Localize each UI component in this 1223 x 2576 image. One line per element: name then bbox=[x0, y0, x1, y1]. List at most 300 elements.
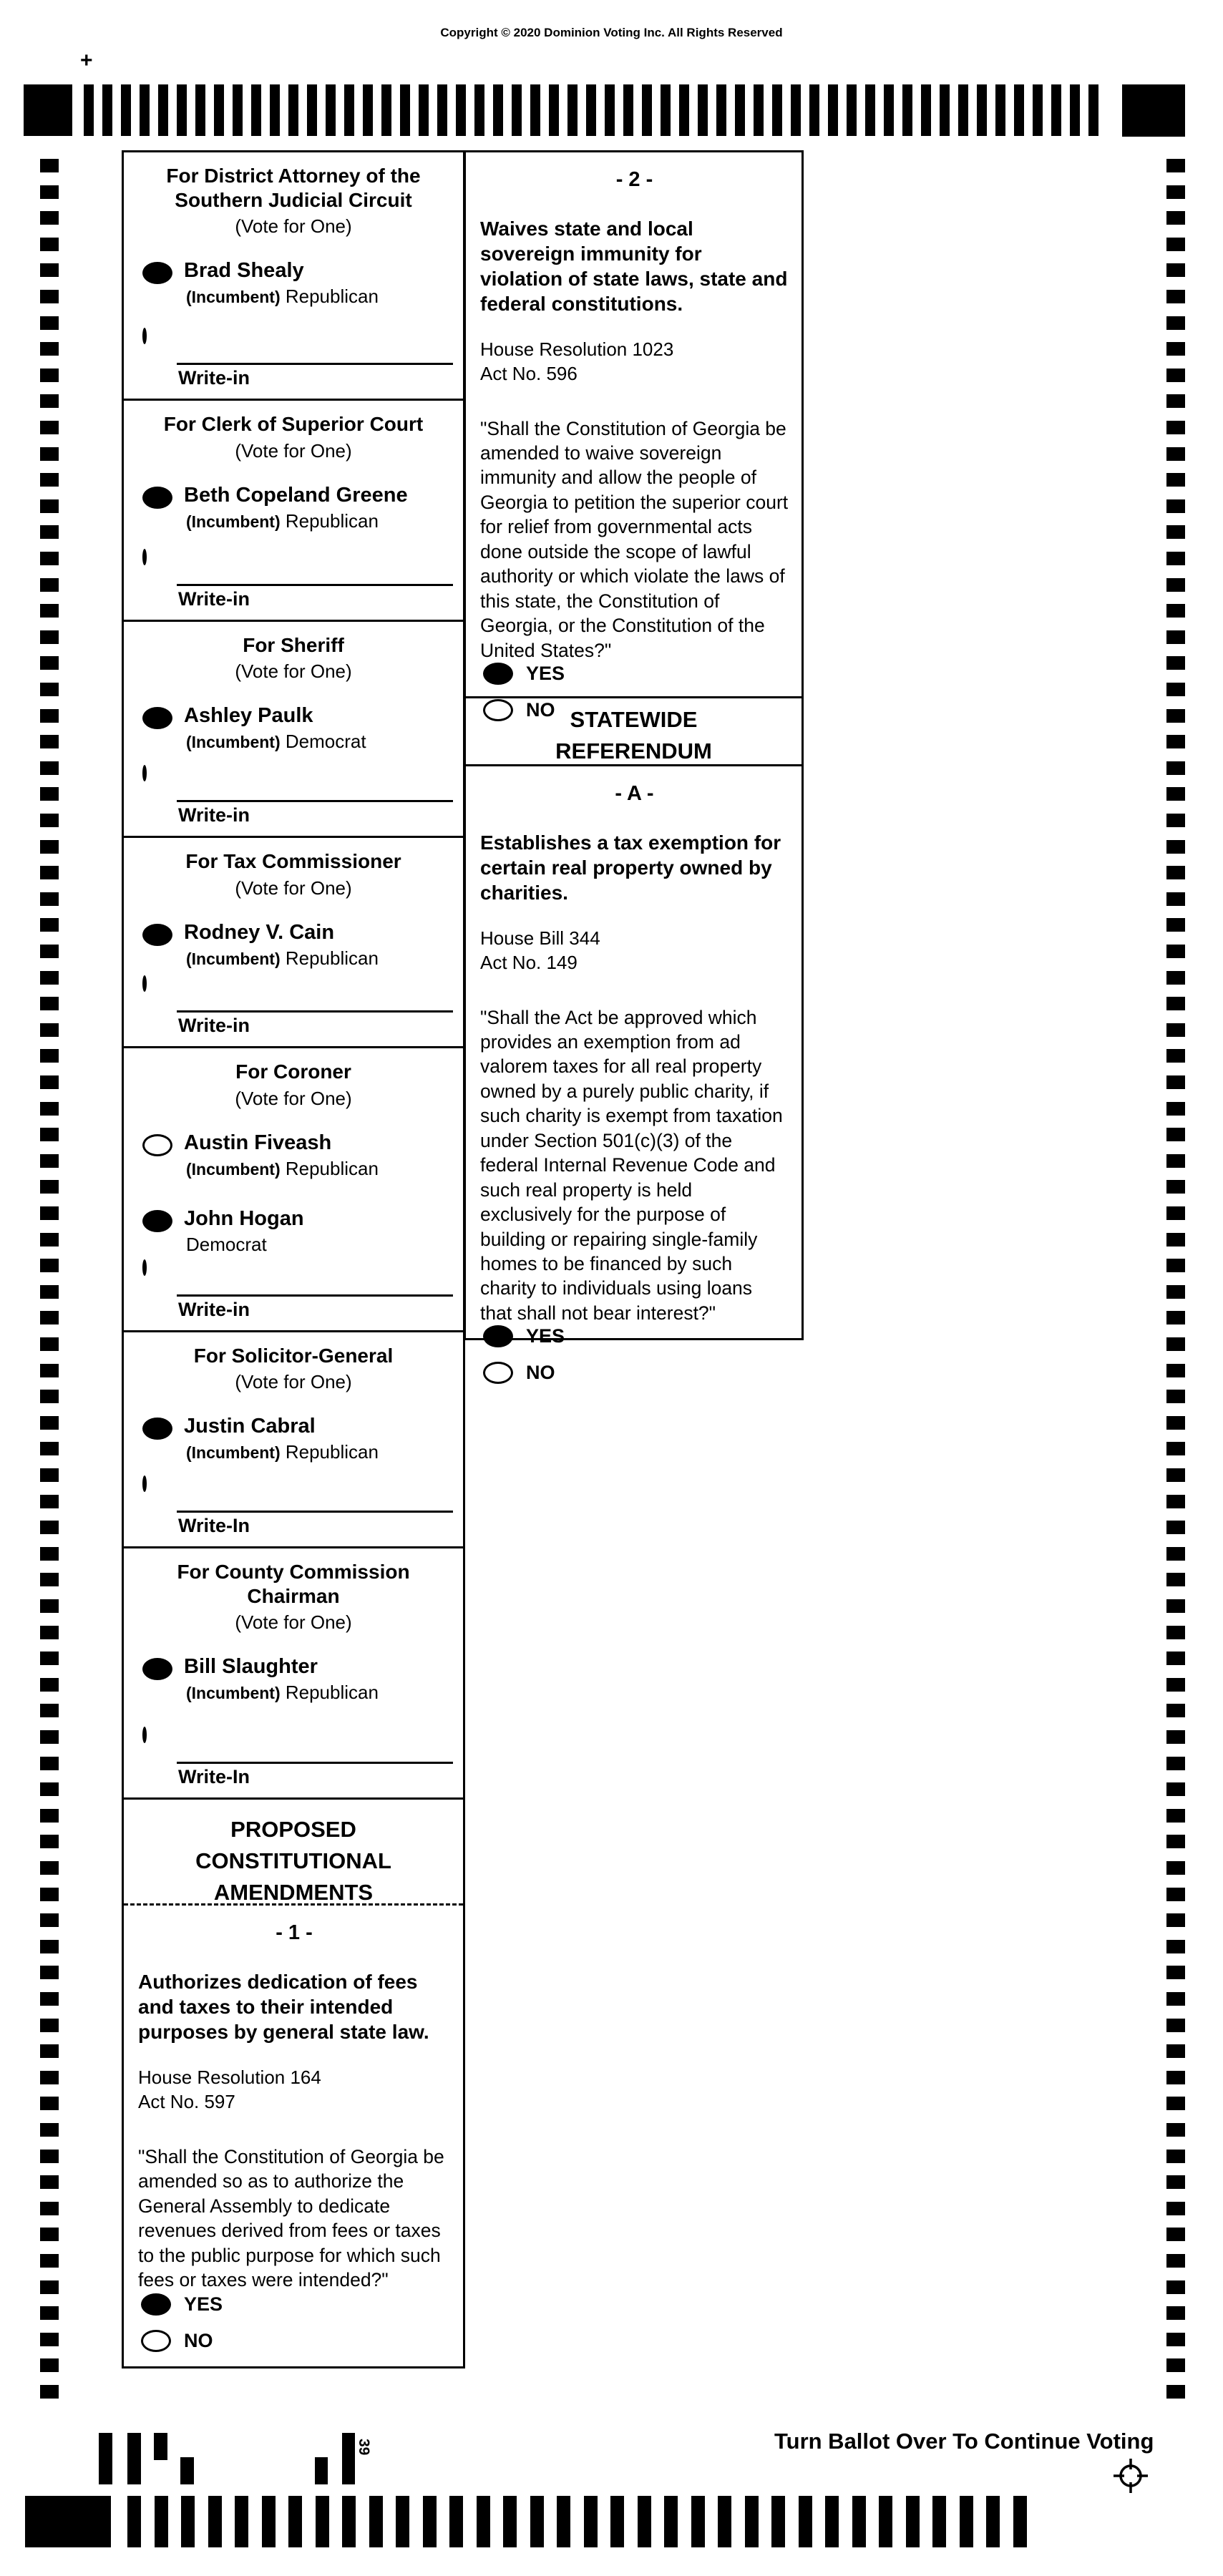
timing-mark bbox=[40, 1678, 59, 1692]
candidate-row bbox=[142, 1655, 452, 1704]
timing-mark bbox=[1166, 2150, 1185, 2163]
yes-label: YES bbox=[526, 662, 565, 684]
timing-mark bbox=[155, 2496, 168, 2547]
timing-mark bbox=[449, 2496, 463, 2547]
contest-sheriff bbox=[124, 622, 463, 838]
vote-bubble[interactable] bbox=[142, 1658, 172, 1680]
timing-mark bbox=[177, 84, 187, 136]
candidate-row bbox=[142, 484, 452, 532]
timing-mark bbox=[40, 1626, 59, 1639]
timing-mark bbox=[1166, 735, 1185, 748]
timing-mark bbox=[1166, 2228, 1185, 2241]
timing-mark bbox=[1166, 1233, 1185, 1246]
timing-mark bbox=[381, 84, 391, 136]
contest-title: For Solicitor-General bbox=[193, 1344, 394, 1367]
timing-mark bbox=[40, 525, 59, 539]
contest-title: For Sheriff bbox=[243, 633, 344, 656]
choice-no-row bbox=[483, 1362, 789, 1384]
contest-tax-commissioner bbox=[124, 838, 463, 1048]
write-in-label: Write-in bbox=[178, 587, 250, 610]
stub-barcode-bar bbox=[127, 2433, 141, 2484]
candidate-row bbox=[142, 259, 452, 308]
write-in-label: Write-in bbox=[178, 804, 250, 826]
timing-mark bbox=[1166, 1835, 1185, 1848]
measure-referendum-a bbox=[466, 766, 801, 1384]
amendments-section-header bbox=[124, 1800, 463, 1906]
candidate-row bbox=[142, 1415, 452, 1463]
timing-mark bbox=[288, 2496, 302, 2547]
timing-mark bbox=[809, 84, 819, 136]
vote-bubble[interactable] bbox=[142, 1210, 172, 1232]
timing-mark bbox=[1166, 1311, 1185, 1324]
timing-mark bbox=[40, 238, 59, 251]
measure-summary: Authorizes dedication of fees and taxes to their intended purposes by general state law. bbox=[138, 1971, 429, 2044]
timing-mark bbox=[40, 1442, 59, 1455]
candidate-party: Democrat bbox=[186, 1234, 267, 1256]
timing-mark bbox=[605, 84, 615, 136]
timing-mark bbox=[825, 2496, 839, 2547]
candidate-party: (Incumbent) Republican bbox=[186, 286, 379, 308]
timing-mark bbox=[307, 84, 317, 136]
timing-mark bbox=[828, 84, 838, 136]
choice-yes-row bbox=[483, 1325, 789, 1347]
candidate-party: (Incumbent) Republican bbox=[186, 947, 379, 969]
registration-plus-mark: + bbox=[80, 49, 93, 72]
write-in-area bbox=[124, 551, 463, 620]
contest-county-commission-chairman bbox=[124, 1548, 463, 1800]
timing-mark bbox=[40, 316, 59, 330]
measure-reference: House Bill 344 Act No. 149 bbox=[480, 927, 600, 973]
timing-mark bbox=[1166, 2202, 1185, 2215]
timing-mark bbox=[40, 552, 59, 565]
timing-mark bbox=[102, 84, 112, 136]
timing-mark bbox=[195, 84, 205, 136]
candidate-party: (Incumbent) Republican bbox=[186, 1441, 379, 1463]
measure-number: - A - bbox=[615, 782, 654, 805]
timing-mark bbox=[40, 1259, 59, 1272]
timing-mark bbox=[1166, 1966, 1185, 1979]
candidate-party: (Incumbent) Republican bbox=[186, 1682, 379, 1704]
vote-bubble[interactable] bbox=[142, 924, 172, 946]
candidate-row bbox=[142, 704, 452, 753]
timing-mark bbox=[1166, 1678, 1185, 1692]
choice-yes-row bbox=[483, 663, 789, 685]
yes-bubble[interactable] bbox=[141, 2293, 171, 2316]
timing-mark bbox=[40, 1730, 59, 1744]
vote-bubble[interactable] bbox=[142, 707, 172, 729]
measure-amendment-2 bbox=[466, 152, 801, 721]
timing-mark bbox=[40, 1495, 59, 1508]
vote-for-instruction: (Vote for One) bbox=[235, 215, 352, 238]
timing-mark bbox=[40, 1966, 59, 1979]
turn-ballot-over-text: Turn Ballot Over To Continue Voting bbox=[774, 2429, 1154, 2454]
timing-mark bbox=[270, 84, 280, 136]
vote-for-instruction: (Vote for One) bbox=[235, 660, 352, 683]
timing-mark bbox=[233, 84, 243, 136]
timing-mark bbox=[1166, 159, 1185, 172]
timing-mark bbox=[530, 84, 540, 136]
timing-mark bbox=[1166, 499, 1185, 513]
timing-mark bbox=[456, 84, 466, 136]
timing-mark bbox=[40, 945, 59, 958]
write-in-bubble[interactable] bbox=[142, 1259, 147, 1276]
timing-mark bbox=[40, 1835, 59, 1848]
candidate-name: Rodney V. Cain bbox=[184, 920, 335, 944]
measure-summary: Establishes a tax exemption for certain real property owned by charities. bbox=[480, 831, 781, 904]
timing-mark bbox=[1166, 1468, 1185, 1482]
timing-mark bbox=[503, 2496, 517, 2547]
timing-mark bbox=[40, 866, 59, 879]
measure-question: "Shall the Constitution of Georgia be amended to waive sovereign immunity and allow the people of Georgia to petition the superior court for relief from governmental acts done outside the scope of lawful authority or which violate the laws of this state, the Constitution of Georgia, or the Constitution of the United States?" bbox=[480, 417, 789, 661]
timing-mark bbox=[1166, 2333, 1185, 2346]
timing-mark bbox=[214, 84, 224, 136]
timing-mark bbox=[40, 840, 59, 854]
timing-mark bbox=[1166, 1023, 1185, 1037]
write-in-line[interactable] bbox=[177, 1511, 453, 1513]
vote-bubble[interactable] bbox=[142, 262, 172, 284]
timing-mark bbox=[586, 84, 596, 136]
stub-number: 39 bbox=[356, 2439, 372, 2456]
timing-mark bbox=[1088, 84, 1098, 136]
timing-mark bbox=[567, 84, 578, 136]
vote-for-instruction: (Vote for One) bbox=[235, 877, 352, 899]
timing-mark bbox=[1166, 1154, 1185, 1168]
timing-mark bbox=[235, 2496, 248, 2547]
candidate-name: Brad Shealy bbox=[184, 259, 304, 283]
timing-mark bbox=[1166, 1285, 1185, 1299]
vote-for-instruction: (Vote for One) bbox=[235, 1611, 352, 1634]
timing-mark bbox=[1166, 1128, 1185, 1141]
timing-mark bbox=[1166, 1599, 1185, 1613]
timing-mark bbox=[1166, 656, 1185, 670]
measure-reference: House Resolution 1023 Act No. 596 bbox=[480, 338, 674, 384]
timing-mark bbox=[921, 84, 931, 136]
timing-mark bbox=[419, 84, 429, 136]
timing-mark bbox=[40, 918, 59, 932]
timing-mark bbox=[512, 84, 522, 136]
timing-mark bbox=[316, 2496, 329, 2547]
timing-mark bbox=[879, 2496, 892, 2547]
write-in-area bbox=[124, 1478, 463, 1546]
timing-mark bbox=[986, 2496, 1000, 2547]
statewide-referendum-header bbox=[466, 698, 801, 766]
timing-mark bbox=[40, 1233, 59, 1246]
write-in-area bbox=[124, 767, 463, 836]
timing-mark bbox=[1166, 971, 1185, 985]
timing-mark bbox=[121, 84, 131, 136]
write-in-area bbox=[124, 330, 463, 399]
write-in-bubble[interactable] bbox=[142, 1727, 147, 1743]
statewide-header-text: STATEWIDE REFERENDUM bbox=[555, 707, 712, 764]
timing-mark bbox=[40, 2150, 59, 2163]
timing-mark bbox=[326, 84, 336, 136]
timing-mark bbox=[1166, 1075, 1185, 1089]
timing-mark bbox=[557, 2496, 570, 2547]
timing-mark bbox=[1166, 2044, 1185, 2058]
timing-mark bbox=[40, 1390, 59, 1403]
timing-mark bbox=[40, 1888, 59, 1901]
timing-mark bbox=[40, 761, 59, 775]
timing-mark bbox=[1166, 2385, 1185, 2399]
timing-mark bbox=[1014, 84, 1024, 136]
timing-mark bbox=[1166, 473, 1185, 487]
timing-mark bbox=[40, 211, 59, 225]
measure-question: "Shall the Act be approved which provides an exemption from ad valorem taxes for all real property owned by a purely public charity, if such charity is exempt from taxation under Section 501(c)(3) of the federal Internal Revenue Code and such real property is held exclusively for the purpose of building or repairing single-family homes to be financed by such charity to individuals using loans that shall not bear interest?" bbox=[480, 1006, 783, 1324]
timing-mark bbox=[477, 2496, 490, 2547]
timing-mark bbox=[40, 1809, 59, 1823]
write-in-area bbox=[124, 977, 463, 1046]
timing-mark bbox=[1166, 2097, 1185, 2110]
timing-mark bbox=[40, 369, 59, 382]
candidate-row bbox=[142, 921, 452, 970]
candidate-name: Austin Fiveash bbox=[184, 1131, 332, 1155]
timing-mark bbox=[716, 84, 726, 136]
timing-mark bbox=[1166, 761, 1185, 775]
timing-mark bbox=[1166, 2175, 1185, 2189]
timing-mark bbox=[1166, 1573, 1185, 1586]
timing-mark bbox=[40, 2254, 59, 2268]
timing-mark bbox=[40, 1573, 59, 1586]
stub-barcode-bar bbox=[154, 2433, 167, 2460]
timing-mark bbox=[1166, 2123, 1185, 2137]
timing-mark bbox=[40, 2097, 59, 2110]
timing-mark bbox=[791, 84, 801, 136]
timing-mark bbox=[40, 1075, 59, 1089]
timing-mark bbox=[884, 84, 894, 136]
timing-mark bbox=[40, 1521, 59, 1534]
measure-reference: House Resolution 164 Act No. 597 bbox=[138, 2067, 321, 2113]
timing-mark bbox=[1166, 2019, 1185, 2032]
write-in-bubble[interactable] bbox=[142, 549, 147, 565]
timing-mark bbox=[288, 84, 298, 136]
timing-block-top-right bbox=[1122, 84, 1185, 137]
timing-mark bbox=[437, 84, 447, 136]
candidate-name: John Hogan bbox=[184, 1207, 304, 1231]
no-bubble[interactable] bbox=[141, 2330, 171, 2352]
timing-mark bbox=[940, 84, 950, 136]
amendments-header-text: PROPOSED CONSTITUTIONAL AMENDMENTS bbox=[195, 1817, 391, 1906]
write-in-bubble[interactable] bbox=[142, 328, 147, 344]
vote-bubble[interactable] bbox=[142, 1134, 172, 1156]
timing-mark bbox=[1166, 840, 1185, 854]
timing-mark bbox=[664, 2496, 678, 2547]
timing-mark bbox=[40, 604, 59, 618]
timing-mark bbox=[1166, 683, 1185, 696]
timing-mark bbox=[363, 84, 373, 136]
contest-title: For Tax Commissioner bbox=[185, 850, 401, 873]
timing-mark bbox=[1166, 1442, 1185, 1455]
timing-mark bbox=[958, 84, 968, 136]
timing-mark bbox=[718, 2496, 731, 2547]
timing-mark bbox=[140, 84, 150, 136]
timing-mark bbox=[40, 447, 59, 461]
timing-mark bbox=[1166, 342, 1185, 356]
write-in-label: Write-in bbox=[178, 367, 250, 389]
timing-mark bbox=[1166, 1521, 1185, 1534]
timing-mark bbox=[396, 2496, 409, 2547]
timing-mark bbox=[1166, 1390, 1185, 1403]
timing-mark bbox=[1166, 2358, 1185, 2372]
timing-mark bbox=[40, 185, 59, 199]
timing-mark bbox=[40, 1468, 59, 1482]
write-in-bubble[interactable] bbox=[142, 975, 147, 992]
timing-mark bbox=[1166, 2280, 1185, 2294]
timing-mark bbox=[1166, 1364, 1185, 1377]
timing-mark bbox=[369, 2496, 383, 2547]
timing-mark bbox=[1166, 525, 1185, 539]
timing-mark bbox=[40, 1992, 59, 2006]
timing-mark bbox=[40, 1364, 59, 1377]
timing-mark bbox=[40, 2175, 59, 2189]
timing-mark bbox=[1013, 2496, 1027, 2547]
timing-mark bbox=[1166, 2254, 1185, 2268]
timing-mark bbox=[691, 2496, 705, 2547]
timing-mark bbox=[40, 1652, 59, 1665]
timing-mark bbox=[1166, 1206, 1185, 1220]
timing-mark bbox=[40, 892, 59, 906]
timing-mark bbox=[1166, 814, 1185, 827]
timing-mark bbox=[40, 971, 59, 985]
yes-bubble[interactable] bbox=[483, 1325, 513, 1347]
vote-bubble[interactable] bbox=[142, 1418, 172, 1440]
timing-mark bbox=[623, 84, 633, 136]
timing-mark bbox=[1166, 709, 1185, 723]
write-in-label: Write-in bbox=[178, 1298, 250, 1320]
timing-mark bbox=[1166, 1730, 1185, 1744]
timing-mark bbox=[40, 1154, 59, 1168]
timing-block-bottom-left bbox=[25, 2496, 111, 2547]
timing-mark bbox=[1166, 185, 1185, 199]
timing-mark bbox=[158, 84, 168, 136]
candidate-name: Bill Slaughter bbox=[184, 1655, 318, 1679]
write-in-line[interactable] bbox=[177, 584, 453, 586]
timing-mark bbox=[1166, 1940, 1185, 1953]
no-bubble[interactable] bbox=[483, 1362, 513, 1384]
timing-mark bbox=[40, 499, 59, 513]
timing-mark bbox=[40, 421, 59, 434]
timing-mark bbox=[1070, 84, 1080, 136]
timing-mark bbox=[1166, 369, 1185, 382]
timing-mark bbox=[1166, 394, 1185, 408]
choice-no-row bbox=[141, 2330, 450, 2352]
timing-mark bbox=[1166, 1913, 1185, 1927]
stub-barcode-bar bbox=[342, 2433, 355, 2484]
timing-mark bbox=[40, 2044, 59, 2058]
timing-mark bbox=[40, 735, 59, 748]
timing-mark bbox=[977, 84, 987, 136]
vote-for-instruction: (Vote for One) bbox=[235, 1371, 352, 1393]
timing-mark bbox=[40, 1128, 59, 1141]
timing-mark bbox=[40, 394, 59, 408]
timing-mark bbox=[1166, 945, 1185, 958]
write-in-line[interactable] bbox=[177, 1762, 453, 1764]
timing-mark bbox=[1051, 84, 1061, 136]
timing-mark bbox=[40, 1206, 59, 1220]
yes-bubble[interactable] bbox=[483, 663, 513, 685]
timing-mark bbox=[1166, 1888, 1185, 1901]
timing-mark bbox=[40, 1180, 59, 1194]
timing-mark bbox=[679, 84, 689, 136]
timing-mark bbox=[1166, 630, 1185, 644]
contest-title: For County Commission Chairman bbox=[177, 1561, 410, 1607]
timing-mark bbox=[1166, 211, 1185, 225]
timing-mark bbox=[40, 683, 59, 696]
timing-mark bbox=[423, 2496, 437, 2547]
timing-mark bbox=[661, 84, 671, 136]
contest-title: For Clerk of Superior Court bbox=[163, 413, 424, 436]
timing-mark bbox=[474, 84, 484, 136]
contest-title: For Coroner bbox=[235, 1060, 351, 1083]
write-in-label: Write-In bbox=[178, 1515, 250, 1537]
timing-mark bbox=[40, 1102, 59, 1116]
timing-mark bbox=[1166, 447, 1185, 461]
candidate-party: (Incumbent) Democrat bbox=[186, 731, 366, 753]
timing-mark bbox=[610, 2496, 624, 2547]
timing-mark bbox=[40, 2019, 59, 2032]
timing-mark bbox=[40, 2071, 59, 2084]
timing-mark bbox=[906, 2496, 920, 2547]
timing-mark bbox=[1166, 2071, 1185, 2084]
measure-question: "Shall the Constitution of Georgia be amended so as to authorize the General Assembly to dedicate revenues derived from fees or taxes to the public purpose for which such fees or taxes were intended?" bbox=[138, 2145, 444, 2291]
no-label: NO bbox=[184, 2329, 213, 2351]
timing-mark bbox=[40, 2280, 59, 2294]
timing-mark bbox=[1166, 552, 1185, 565]
write-in-line[interactable] bbox=[177, 363, 453, 365]
contest-solicitor-general bbox=[124, 1332, 463, 1548]
timing-mark bbox=[40, 814, 59, 827]
timing-mark bbox=[40, 997, 59, 1010]
timing-mark bbox=[40, 342, 59, 356]
timing-mark bbox=[847, 84, 857, 136]
timing-mark bbox=[1166, 604, 1185, 618]
timing-mark bbox=[1166, 1652, 1185, 1665]
timing-mark bbox=[40, 578, 59, 592]
write-in-bubble[interactable] bbox=[142, 765, 147, 781]
contest-district-attorney bbox=[124, 152, 463, 401]
timing-mark bbox=[40, 2202, 59, 2215]
candidate-name: Justin Cabral bbox=[184, 1415, 316, 1438]
timing-mark bbox=[1166, 892, 1185, 906]
timing-mark bbox=[1166, 1337, 1185, 1351]
stub-barcode-bar bbox=[315, 2457, 328, 2484]
write-in-line[interactable] bbox=[177, 800, 453, 802]
timing-mark bbox=[40, 473, 59, 487]
no-label: NO bbox=[526, 1362, 555, 1384]
timing-mark bbox=[181, 2496, 195, 2547]
timing-mark bbox=[549, 84, 559, 136]
write-in-line[interactable] bbox=[177, 1294, 453, 1297]
vote-for-instruction: (Vote for One) bbox=[235, 439, 352, 462]
candidate-party: (Incumbent) Republican bbox=[186, 509, 379, 532]
timing-mark bbox=[40, 1599, 59, 1613]
timing-mark bbox=[1166, 1704, 1185, 1717]
write-in-line[interactable] bbox=[177, 1010, 453, 1013]
stub-barcode-bar bbox=[99, 2433, 112, 2484]
timing-mark bbox=[1166, 1259, 1185, 1272]
timing-mark bbox=[745, 2496, 759, 2547]
timing-mark bbox=[40, 290, 59, 303]
timing-mark bbox=[1166, 1782, 1185, 1796]
timing-mark bbox=[1166, 918, 1185, 932]
timing-mark bbox=[902, 84, 912, 136]
write-in-bubble[interactable] bbox=[142, 1475, 147, 1492]
timing-mark bbox=[40, 630, 59, 644]
vote-bubble[interactable] bbox=[142, 487, 172, 509]
timing-mark bbox=[799, 2496, 812, 2547]
contest-clerk-superior-court bbox=[124, 401, 463, 621]
stub-barcode-bar bbox=[180, 2457, 194, 2484]
timing-mark bbox=[1166, 1757, 1185, 1770]
